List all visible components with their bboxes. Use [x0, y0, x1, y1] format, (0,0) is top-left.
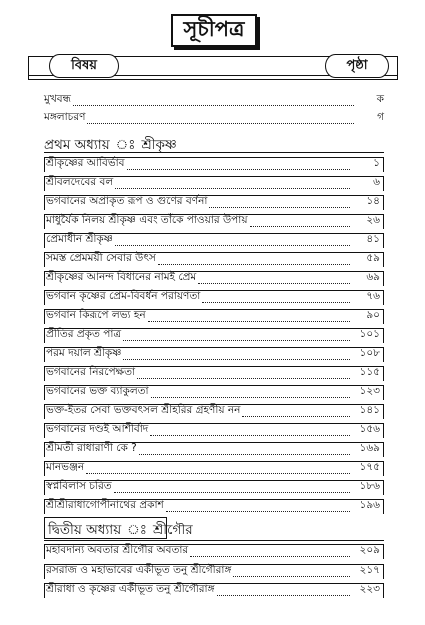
entry-page: ১ — [373, 157, 380, 169]
chapter-name: শ্রীগৌর — [153, 522, 193, 538]
entry-page: ১২৩ — [359, 385, 380, 397]
dot-leader — [166, 511, 350, 512]
toc-entry[interactable] — [46, 405, 380, 420]
dot-leader — [148, 321, 350, 322]
toc-entry[interactable] — [46, 196, 380, 211]
dot-leader — [127, 169, 350, 170]
dot-leader — [115, 188, 350, 189]
entry-page: ৭৬ — [366, 290, 380, 302]
dot-leader — [158, 264, 350, 265]
toc-entry[interactable] — [46, 272, 380, 287]
toc-entry[interactable] — [46, 424, 380, 439]
entry-title: শ্রীকৃষ্ণের আনন্দ বিধানের নামই প্রেম — [46, 271, 197, 283]
entry-page: ৬৯ — [366, 271, 380, 283]
dot-leader — [115, 245, 350, 246]
page-title: সূচীপত্র — [171, 14, 257, 47]
entry-title: রসরাজ ও মহাভাবের একীভূত তনু শ্রীগৌরাঙ্গ — [46, 563, 232, 576]
entry-title: পরম দয়াল শ্রীকৃষ্ণ — [46, 347, 122, 359]
toc-entry[interactable] — [46, 386, 380, 401]
entry-title: শ্রীবলদেবের বল — [46, 176, 114, 188]
entry-page: ২১৭ — [359, 563, 380, 576]
entry-title: মুখবন্ধ — [44, 93, 71, 105]
entry-title: ভগবান কৃষ্ণের প্রেম-বিবর্ধন পরায়ণতা — [46, 290, 201, 302]
toc-entry[interactable] — [46, 310, 380, 325]
entry-page: ১০৮ — [359, 347, 380, 359]
dot-leader — [190, 556, 350, 557]
toc-entry[interactable] — [46, 584, 380, 599]
toc-entry[interactable] — [46, 545, 380, 560]
toc-entry[interactable] — [46, 348, 380, 363]
dot-leader — [150, 435, 350, 436]
toc-entry[interactable] — [46, 234, 380, 249]
entry-title: প্রীতির প্রকৃত পাত্র — [46, 328, 122, 340]
chapter-heading — [48, 519, 193, 542]
dot-leader — [202, 302, 350, 303]
dot-leader — [137, 378, 350, 379]
entry-title: শ্রীরাধা ও কৃষ্ণের একীভূত তনু শ্রীগৌরাঙ্গ — [46, 583, 215, 595]
entry-page: ১৭৫ — [359, 461, 380, 473]
chapter-rule — [44, 152, 384, 153]
entry-title: মঙ্গলাচরণ — [44, 111, 86, 123]
entry-title: শ্রীকৃষ্ণের আবির্ভাব — [46, 157, 125, 169]
entry-page: ৪১ — [366, 233, 380, 245]
entry-page: ৯০ — [366, 309, 380, 321]
toc-entry[interactable] — [46, 158, 380, 173]
entry-title: শ্রীশ্রীরাধাগোপীনাথের প্রকাশ — [46, 499, 164, 511]
dot-leader — [114, 492, 350, 493]
toc-entry[interactable] — [46, 443, 380, 458]
entry-title: স্বপ্নবিলাস চরিত — [46, 480, 112, 492]
entry-title: মহাবদান্য অবতার শ্রীগৌর অবতার — [46, 544, 189, 556]
dot-leader — [250, 226, 350, 227]
toc-entry[interactable] — [46, 253, 380, 268]
chapter-separator: ঃ — [115, 137, 136, 153]
column-header-bar — [28, 56, 398, 80]
page-column-header: পৃষ্ঠা — [325, 54, 389, 78]
toc-entry[interactable] — [44, 112, 384, 127]
toc-entry[interactable] — [46, 565, 380, 580]
entry-title: ভগবান কিরূপে লভ্য হন — [46, 309, 146, 321]
entry-page: ১৫৬ — [359, 423, 380, 435]
dot-leader — [233, 576, 350, 577]
entry-page: ২২৩ — [359, 583, 380, 595]
entry-title: মাধুর্যৈক নিলয় শ্রীকৃষ্ণ এবং তাঁকে পাওয়ার উপায় — [46, 214, 248, 226]
chapter-label: দ্বিতীয় অধ্যায় — [48, 522, 122, 538]
entry-title: মানভঞ্জন — [46, 461, 85, 473]
chapter-label: প্রথম অধ্যায় — [44, 137, 110, 153]
dot-leader — [139, 454, 350, 455]
toc-entry[interactable] — [46, 367, 380, 382]
entry-title: ভক্ত-ইতর সেবা ভক্তবৎসল শ্রীহরির গ্রহণীয় নন — [46, 404, 241, 416]
toc-entry[interactable] — [46, 500, 380, 515]
entry-title: শ্রীমতী রাধারাণী কে ? — [46, 442, 137, 454]
entry-page: ১৪ — [366, 195, 380, 207]
entry-title: সমস্ত প্রেমময়ী সেবার উৎস — [46, 252, 156, 264]
toc-entry[interactable] — [44, 94, 384, 109]
entry-page: ১১৫ — [359, 366, 380, 378]
dot-leader — [87, 123, 354, 124]
subject-column-header: বিষয় — [49, 54, 119, 78]
entry-page: ১৯৬ — [359, 499, 380, 511]
entry-page: ১৪১ — [359, 404, 380, 416]
toc-entry[interactable] — [46, 462, 380, 477]
dot-leader — [151, 397, 350, 398]
entry-title: ভগবানের অপ্রাকৃত রূপ ও গুণের বর্ণনা — [46, 195, 208, 207]
toc-entry[interactable] — [46, 215, 380, 230]
entry-page: ২০৯ — [359, 544, 380, 556]
entry-page: ক — [376, 93, 384, 105]
entry-page: ১৮৬ — [359, 480, 380, 492]
dot-leader — [217, 595, 350, 596]
dot-leader — [73, 105, 354, 106]
entry-page: ৫৯ — [366, 252, 380, 264]
entry-title: ভগবানের ভক্ত ব্যাকুলতা — [46, 385, 149, 397]
chapter-separator: ঃ — [127, 522, 148, 538]
entry-page: ৬ — [373, 176, 380, 188]
chapter-heading — [44, 134, 177, 157]
entry-title: ভগবানের দণ্ডই আশীর্বাদ — [46, 423, 149, 435]
toc-entry[interactable] — [46, 177, 380, 192]
entry-title: প্রেমাধীন শ্রীকৃষ্ণ — [46, 233, 113, 245]
entry-page: ১৬৯ — [359, 442, 380, 454]
dot-leader — [198, 283, 350, 284]
entry-page: ২৬ — [366, 214, 380, 226]
toc-entry[interactable] — [46, 481, 380, 496]
toc-entry[interactable] — [46, 329, 380, 344]
dot-leader — [242, 416, 350, 417]
chapter-name: শ্রীকৃষ্ণ — [141, 137, 177, 153]
entry-title: ভগবানের নিরপেক্ষতা — [46, 366, 136, 378]
dot-leader — [209, 207, 350, 208]
entry-page: গ — [377, 111, 384, 123]
dot-leader — [123, 359, 350, 360]
dot-leader — [123, 340, 350, 341]
dot-leader — [86, 473, 350, 474]
toc-entry[interactable] — [46, 291, 380, 306]
entry-page: ১০১ — [359, 328, 380, 340]
chapter-rule — [44, 540, 384, 541]
